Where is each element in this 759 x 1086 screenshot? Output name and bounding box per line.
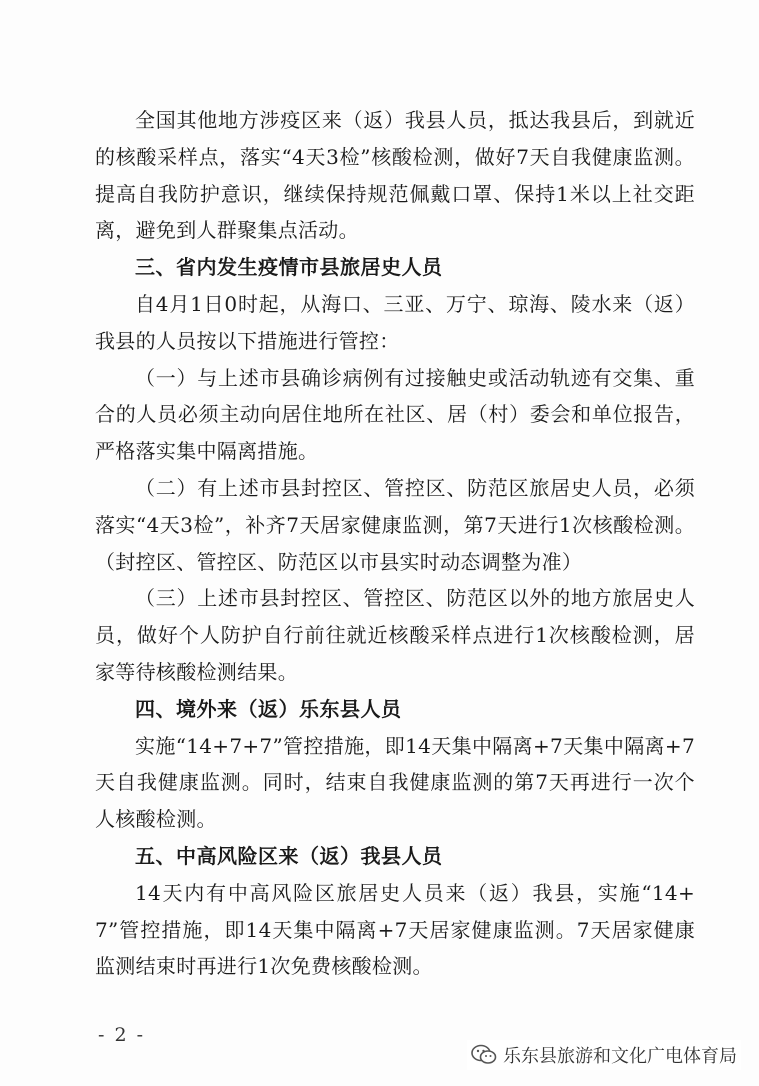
- section-heading-4: 四、境外来（返）乐东县人员: [135, 696, 402, 721]
- document-body: [95, 102, 695, 985]
- watermark-text: 乐东县旅游和文化广电体育局: [503, 1046, 737, 1067]
- paragraph-cities-intro: 自4月1日0时起，从海口、三亚、万宁、琼海、陵水来（返）我县的人员按以下措施进行管控：: [95, 291, 695, 353]
- paragraph-overseas: 实施“14+7+7”管控措施，即14天集中隔离+7天集中隔离+7天自我健康监测。同时，结束自我健康监测的第7天再进行一次个人核酸检测。: [95, 733, 695, 832]
- paragraph-remote-areas: 全国其他地方涉疫区来（返）我县人员，抵达我县后，到就近的核酸采样点，落实“4天3检”核酸检测，做好7天自我健康监测。提高自我防护意识，继续保持规范佩戴口罩、保持1米以上社交距离，避免到人群聚集点活动。: [95, 108, 695, 243]
- wechat-icon: [471, 1044, 497, 1066]
- page-number: - 2 -: [98, 1024, 146, 1046]
- section-heading-5: 五、中高风险区来（返）我县人员: [135, 843, 443, 868]
- wechat-watermark: [467, 1040, 741, 1070]
- paragraph-high-risk: 14天内有中高风险区旅居史人员来（返）我县，实施“14+7”管控措施，即14天集中隔离+7天居家健康监测。7天居家健康监测结束时再进行1次免费核酸检测。: [95, 880, 695, 979]
- paragraph-item-2: （二）有上述市县封控区、管控区、防范区旅居史人员，必须落实“4天3检”，补齐7天居家健康监测，第7天进行1次核酸检测。（封控区、管控区、防范区以市县实时动态调整为准）: [95, 475, 695, 574]
- section-heading-3: 三、省内发生疫情市县旅居史人员: [135, 255, 443, 280]
- paragraph-item-3: （三）上述市县封控区、管控区、防范区以外的地方旅居史人员，做好个人防护自行前往就近核酸采样点进行1次核酸检测，居家等待核酸检测结果。: [95, 586, 695, 684]
- paragraph-item-1: （一）与上述市县确诊病例有过接触史或活动轨迹有交集、重合的人员必须主动向居住地所在社区、居（村）委会和单位报告，严格落实集中隔离措施。: [95, 365, 695, 464]
